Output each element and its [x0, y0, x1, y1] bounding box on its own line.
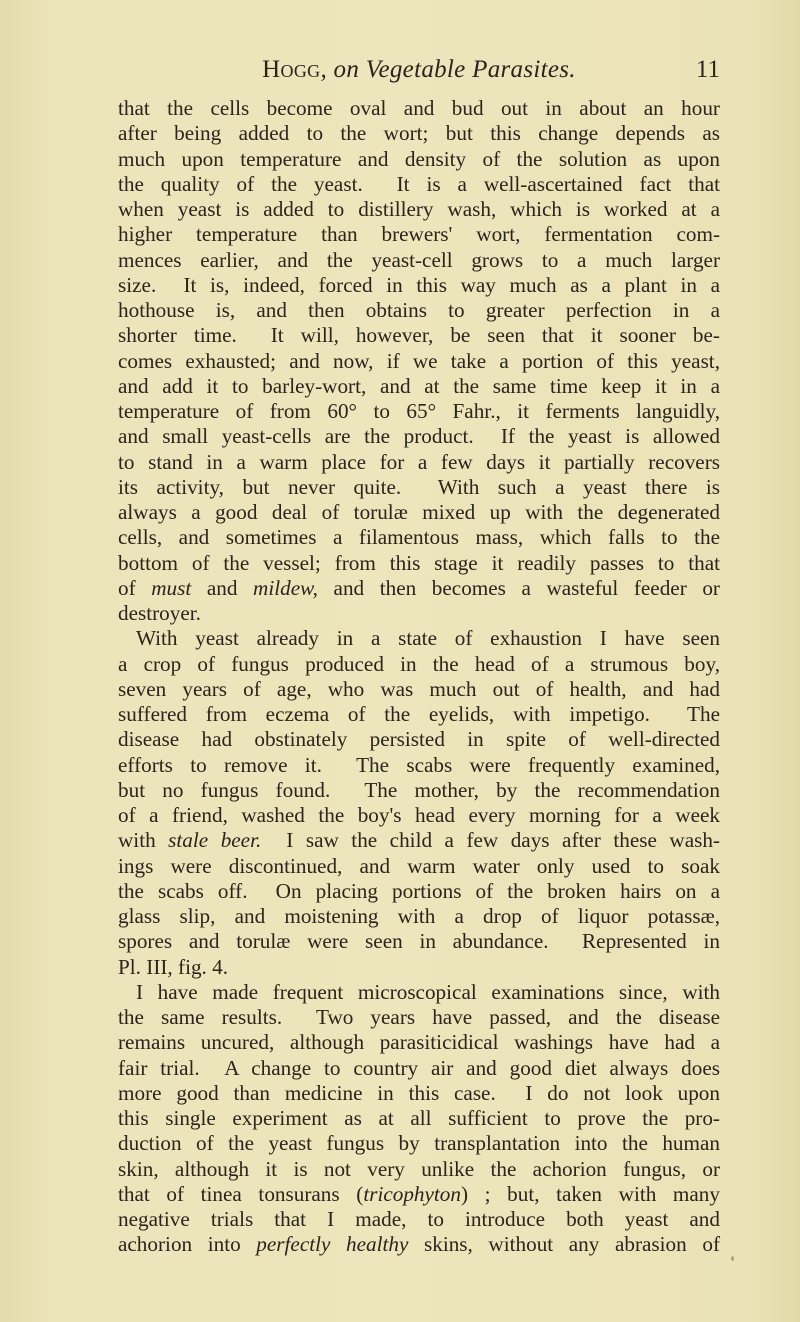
text-run: the scabs off. On placing portions of the broken hairs on a [118, 878, 720, 903]
text-run: of [118, 575, 152, 600]
text-run: seven years of age, who was much out of health, and had [118, 676, 720, 701]
text-run: skins, without any abrasion of [408, 1232, 720, 1257]
text-line [118, 1131, 720, 1156]
text-line [118, 424, 720, 449]
text-line [118, 980, 720, 1005]
text-run: glass slip, and moistening with a drop of liquor potassæ, [118, 904, 720, 928]
text-line [118, 1005, 720, 1030]
page-number: 11 [695, 56, 720, 83]
text-run: bottom of the vessel; from this stage it readily passes to that [118, 550, 720, 575]
text-line [118, 828, 720, 853]
text-run: higher temperature than brewers' wort, fermentation com- [118, 222, 720, 247]
text-run: with [118, 828, 169, 853]
text-run: hothouse is, and then obtains to greater perfection in a [118, 298, 720, 322]
text-run: that of tinea tonsurans ( [118, 1181, 364, 1206]
text-line [118, 1182, 720, 1207]
text-run: a crop of fungus produced in the head of a strumous boy, [118, 651, 720, 676]
text-run: cells, and sometimes a filamentous mass, which falls to the [118, 525, 720, 550]
text-line [118, 374, 720, 399]
text-run: achorion into [118, 1232, 257, 1257]
text-run: ) ; but, taken with many [461, 1181, 720, 1206]
text-run: fair trial. A change to country air and good diet always does [118, 1055, 720, 1080]
text-line [118, 955, 720, 980]
text-run: disease had obstinately persisted in spite of well-directed [118, 727, 720, 752]
text-run: shorter time. It will, however, be seen that it sooner be- [118, 323, 720, 348]
header-author: Hogg [262, 56, 321, 83]
text-line [118, 121, 720, 146]
text-run: ings were discontinued, and warm water only used to soak [118, 853, 720, 878]
text-run: I have made frequent microscopical examinations since, with [136, 979, 720, 1004]
italic-text: must [151, 575, 192, 600]
text-line [118, 702, 720, 727]
text-line [118, 879, 720, 904]
text-line [118, 450, 720, 475]
text-line [118, 475, 720, 500]
text-run: to stand in a warm place for a few days it partially recovers [118, 449, 720, 474]
text-run: after being added to the wort; but this change depends as [118, 121, 720, 146]
text-run: and add it to barley-wort, and at the same time keep it in a [118, 373, 720, 398]
text-line [118, 1232, 720, 1257]
text-run: its activity, but never quite. With such a yeast there is [118, 474, 720, 499]
text-run: of a friend, washed the boy's head every morning for a week [118, 803, 720, 827]
header-title: Vegetable Parasites. [365, 56, 576, 83]
text-run: With yeast already in a state of exhaustion I have seen [136, 626, 720, 651]
text-run: I saw the child a few days after these wash- [261, 828, 720, 853]
text-run: that the cells become oval and bud out in about an hour [118, 96, 720, 120]
text-line [118, 248, 720, 273]
text-line [118, 904, 720, 929]
text-line [118, 96, 720, 121]
italic-text: tricophyton [363, 1181, 461, 1206]
italic-text: perfectly healthy [256, 1232, 409, 1257]
text-run: mences earlier, and the yeast-cell grows to a much larger [118, 247, 720, 272]
text-line [118, 298, 720, 323]
text-line [118, 778, 720, 803]
text-line [118, 601, 720, 626]
running-title [118, 56, 720, 84]
text-line [118, 854, 720, 879]
text-line [118, 399, 720, 424]
text-line [118, 803, 720, 828]
text-run: comes exhausted; and now, if we take a portion of this yeast, [118, 348, 720, 373]
text-line [118, 273, 720, 298]
text-run: size. It is, indeed, forced in this way much as a plant in a [118, 272, 720, 297]
text-run: and [191, 575, 254, 600]
text-run: efforts to remove it. The scabs were frequently examined, [118, 752, 720, 777]
text-run: negative trials that I made, to introduce both yeast and [118, 1207, 720, 1231]
text-line [118, 753, 720, 778]
text-line [118, 222, 720, 247]
text-line [118, 323, 720, 348]
text-run: but no fungus found. The mother, by the recommendation [118, 777, 720, 802]
text-line [118, 626, 720, 651]
text-line [118, 652, 720, 677]
text-run: the same results. Two years have passed, and the disease [118, 1005, 720, 1029]
running-head [118, 56, 720, 88]
text-line [118, 929, 720, 954]
italic-text: stale beer. [168, 828, 262, 853]
text-run: destroyer. [118, 601, 201, 625]
italic-text: mildew, [253, 575, 318, 600]
text-line [118, 1081, 720, 1106]
text-line [118, 500, 720, 525]
text-run: duction of the yeast fungus by transplantation into the human [118, 1131, 720, 1156]
text-run: skin, although it is not very unlike the achorion fungus, or [118, 1156, 720, 1181]
text-line [118, 1030, 720, 1055]
text-run: spores and torulæ were seen in abundance. Represented in [118, 929, 720, 954]
text-run: and then becomes a wasteful feeder or [317, 575, 720, 600]
text-line [118, 1106, 720, 1131]
text-line [118, 576, 720, 601]
text-run: much upon temperature and density of the solution as upon [118, 146, 720, 171]
text-line [118, 1157, 720, 1182]
text-run: this single experiment as at all sufficient to prove the pro- [118, 1106, 720, 1130]
text-run: the quality of the yeast. It is a well-ascertained fact that [118, 171, 720, 196]
text-line [118, 1207, 720, 1232]
text-line [118, 197, 720, 222]
text-line [118, 172, 720, 197]
text-run: temperature of from 60° to 65° Fahr., it ferments languidly, [118, 399, 720, 423]
text-run: more good than medicine in this case. I do not look upon [118, 1080, 720, 1105]
text-line [118, 551, 720, 576]
text-line [118, 147, 720, 172]
text-line [118, 677, 720, 702]
text-line [118, 1056, 720, 1081]
text-run: always a good deal of torulæ mixed up with the degenerated [118, 500, 720, 524]
text-run: suffered from eczema of the eyelids, with impetigo. The [118, 702, 720, 726]
ink-speck [731, 1256, 734, 1261]
text-run: when yeast is added to distillery wash, which is worked at a [118, 197, 720, 221]
body-text [118, 96, 720, 1258]
text-run: Pl. III, fig. 4. [118, 954, 229, 979]
header-separator: , on [320, 56, 366, 83]
text-run: remains uncured, although parasiticidical washings have had a [118, 1030, 720, 1055]
text-line [118, 727, 720, 752]
text-line [118, 525, 720, 550]
text-line [118, 349, 720, 374]
text-run: and small yeast-cells are the product. If the yeast is allowed [118, 424, 720, 449]
